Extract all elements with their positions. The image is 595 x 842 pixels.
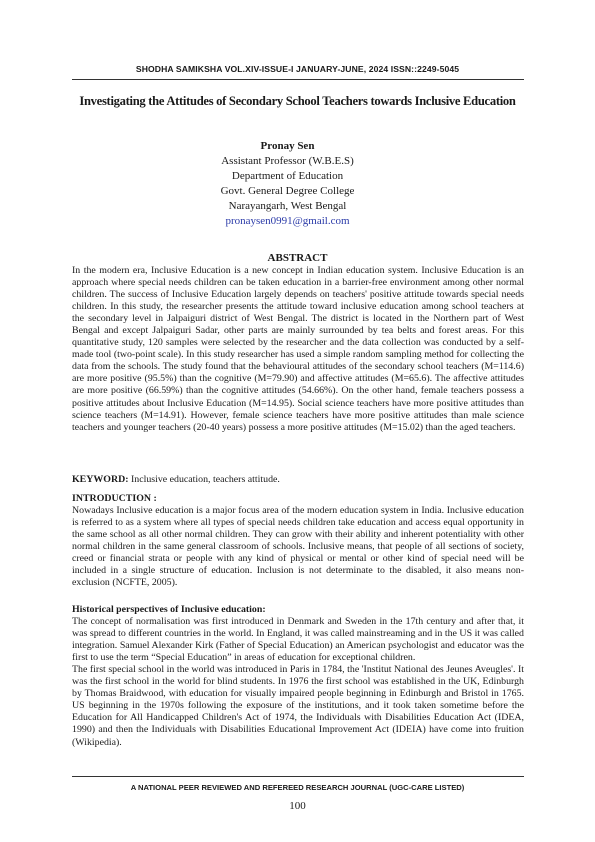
abstract-heading: ABSTRACT: [267, 252, 328, 264]
header-rule: [72, 79, 524, 80]
author-name: Pronay Sen: [260, 140, 315, 152]
history-heading: Historical perspectives of Inclusive education:: [72, 604, 266, 615]
page-number: 100: [289, 800, 306, 812]
introduction-heading: INTRODUCTION :: [72, 493, 157, 504]
history-paragraph-1: The concept of normalisation was first introduced in Denmark and Sweden in the 17th century and after that, it was spread to different countries in the world. In England, it was called mainstreaming and in the US it was called integration. Samuel Alexander Kirk (Father of Special Education) an American psychologist and educator was the first to use the term “Special Education” in areas of education for exceptional children.: [72, 616, 524, 664]
footer-rule: [72, 776, 524, 777]
paper-title: Investigating the Attitudes of Secondary School Teachers towards Inclusive Education: [79, 94, 516, 108]
journal-header: SHODHA SAMIKSHA VOL.XIV-ISSUE-I JANUARY-JUNE, 2024 ISSN::2249-5045: [135, 64, 460, 74]
keywords-line: [72, 474, 524, 486]
abstract-text: [72, 265, 524, 434]
author-block: [0, 139, 575, 229]
history-paragraph-2: The first special school in the world was introduced in Paris in 1784, the 'Institut National des Jeunes Aveugles'. It was the first school in the world for blind students. In 1976 the first school was established in the UK, Edinburgh by Thomas Braidwood, with education for visually impaired people beginning in Edinburgh and Bristol in 1765. US beginning in the 1970s following the exposure of the institutions, and it took taken sometime before the Education for All Handicapped Children's Act of 1974, the Individuals with Disabilities Education Act (IDEA, 1990) and then the Individuals with Disabilities Educational Improvement Act (IDEIA) have come into fruition (Wikipedia).: [72, 664, 524, 748]
introduction-paragraph: Nowadays Inclusive education is a major focus area of the modern education system in India. Inclusive education is referred to as a system where all types of special needs children take education and access equal opportunity in the same school as all other normal children. They can grow with their ability and inherent potentiality with other normal children in the same general classroom of schools. Inclusive means, that people of all sections of society, creed or financial strata or people with any kind of physical or mental or other kind of special need will be included in a single structure of education. Inclusion is not determinate to the disabled, it also means non-exclusion (NCFTE, 2005).: [72, 505, 524, 589]
journal-footer: A NATIONAL PEER REVIEWED AND REFEREED RESEARCH JOURNAL (UGC-CARE LISTED): [130, 783, 465, 792]
author-department: Department of Education: [231, 170, 344, 182]
introduction-section: [72, 493, 524, 589]
abstract-paragraph: In the modern era, Inclusive Education is a new concept in Indian education system. Inclusive Education is an approach where special needs children can be taken education in a barrier-free environment among other normal children. The success of Inclusive Education largely depends on teachers' positive attitude towards special needs children. In this study, the researcher presents the attitude toward inclusive education among school teachers at the secondary level in Jalpaiguri district of West Bengal. The district is located in the Northern part of West Bengal and except Jalpaiguri Sadar, other parts are mainly surrounded by tea belts and forest areas. For this quantitative study, 120 samples were selected by the researcher and the data collection was conducted by a self-made tool (two-point scale). In this study researcher has used a simple random sampling method for collecting the data from the schools. The study found that the behavioural attitudes of the secondary school teachers (M=114.6) are more positive (95.5%) than the cognitive (M=79.90) and affective attitudes (M=65.6). The affective attitudes are more positive (66.59%) than the cognitive attitudes (54.66%). On the other hand, female teachers possess a positive attitudes about Inclusive Education (M=14.95). Social science teachers have more positive attitudes than science teachers (M=14.91). However, female science teachers have more positive attitudes than male science teachers and younger teachers (20-40 years) possess a more positive attitudes (M=15.02) than the aged teachers.: [72, 265, 524, 433]
author-email-link[interactable]: pronaysen0991@gmail.com: [225, 215, 350, 227]
keywords-text: Inclusive education, teachers attitude.: [128, 474, 280, 485]
author-college: Govt. General Degree College: [220, 185, 355, 197]
author-position: Assistant Professor (W.B.E.S): [221, 155, 354, 167]
author-location: Narayangarh, West Bengal: [228, 200, 347, 212]
keywords-label: KEYWORD:: [72, 474, 129, 485]
history-section: [72, 604, 524, 749]
